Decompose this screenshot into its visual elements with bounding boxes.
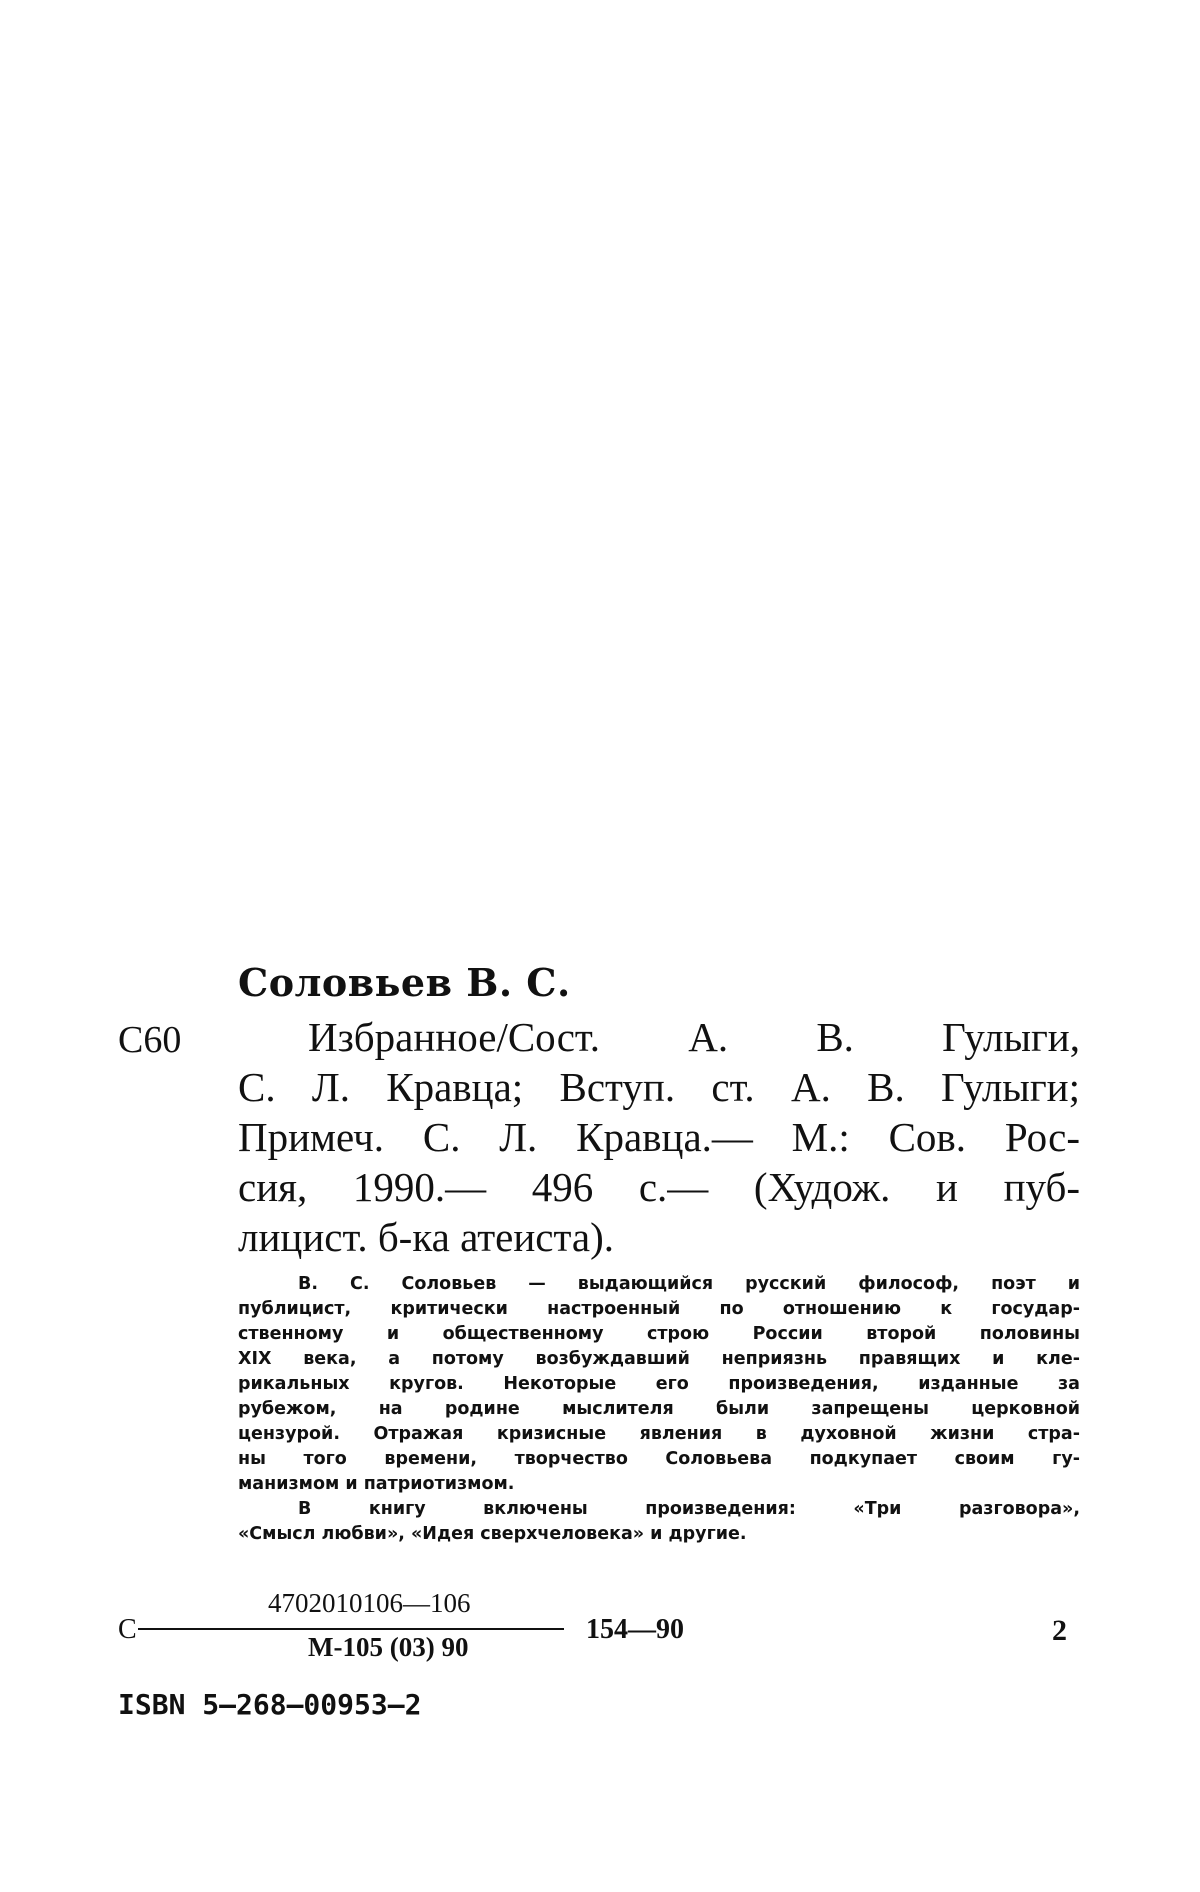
entry-line: сия, 1990.— 496 с.— (Худож. и пуб- xyxy=(238,1164,1080,1210)
annotation-line: ственному и общественному строю России второй половины xyxy=(238,1324,1080,1344)
annotation-line: цензурой. Отражая кризисные явления в духовной жизни стра- xyxy=(238,1424,1080,1444)
annotation-line: В книгу включены произведения: «Три разговора», xyxy=(298,1499,1080,1519)
page-digit: 2 xyxy=(1052,1614,1067,1647)
entry-line: Примеч. С. Л. Кравца.— М.: Сов. Рос- xyxy=(238,1114,1080,1160)
bibliographic-entry xyxy=(238,1012,1080,1262)
author-name: Соловьев В. С. xyxy=(238,960,571,1005)
annotation-line: рикальных кругов. Некоторые его произведения, изданные за xyxy=(238,1374,1080,1394)
library-index-code: С60 xyxy=(118,1019,182,1061)
annotation-line: публицист, критически настроенный по отношению к государ- xyxy=(238,1299,1080,1319)
annotation-line: В. С. Соловьев — выдающийся русский философ, поэт и xyxy=(298,1274,1080,1294)
classification-suffix: 154—90 xyxy=(586,1614,684,1645)
classification-numerator: 4702010106—106 xyxy=(268,1588,471,1618)
classification-denominator: М-105 (03) 90 xyxy=(308,1632,469,1662)
classification-letter: С xyxy=(118,1614,137,1645)
fraction-rule xyxy=(138,1628,564,1630)
annotation-line: манизмом и патриотизмом. xyxy=(238,1474,515,1494)
entry-line: лицист. б-ка атеиста). xyxy=(238,1214,614,1260)
annotation-line: XIX века, а потому возбуждавший неприязнь правящих и кле- xyxy=(238,1349,1080,1369)
entry-line: Избранное/Сост. А. В. Гулыги, xyxy=(308,1014,1080,1060)
annotation-line: «Смысл любви», «Идея сверхчеловека» и другие. xyxy=(238,1524,747,1544)
isbn-number: ISBN 5—268—00953—2 xyxy=(118,1688,422,1721)
annotation-block xyxy=(238,1272,1080,1547)
annotation-line: рубежом, на родине мыслителя были запрещены церковной xyxy=(238,1399,1080,1419)
entry-line: С. Л. Кравца; Вступ. ст. А. В. Гулыги; xyxy=(238,1064,1080,1110)
annotation-line: ны того времени, творчество Соловьева подкупает своим гу- xyxy=(238,1449,1080,1469)
